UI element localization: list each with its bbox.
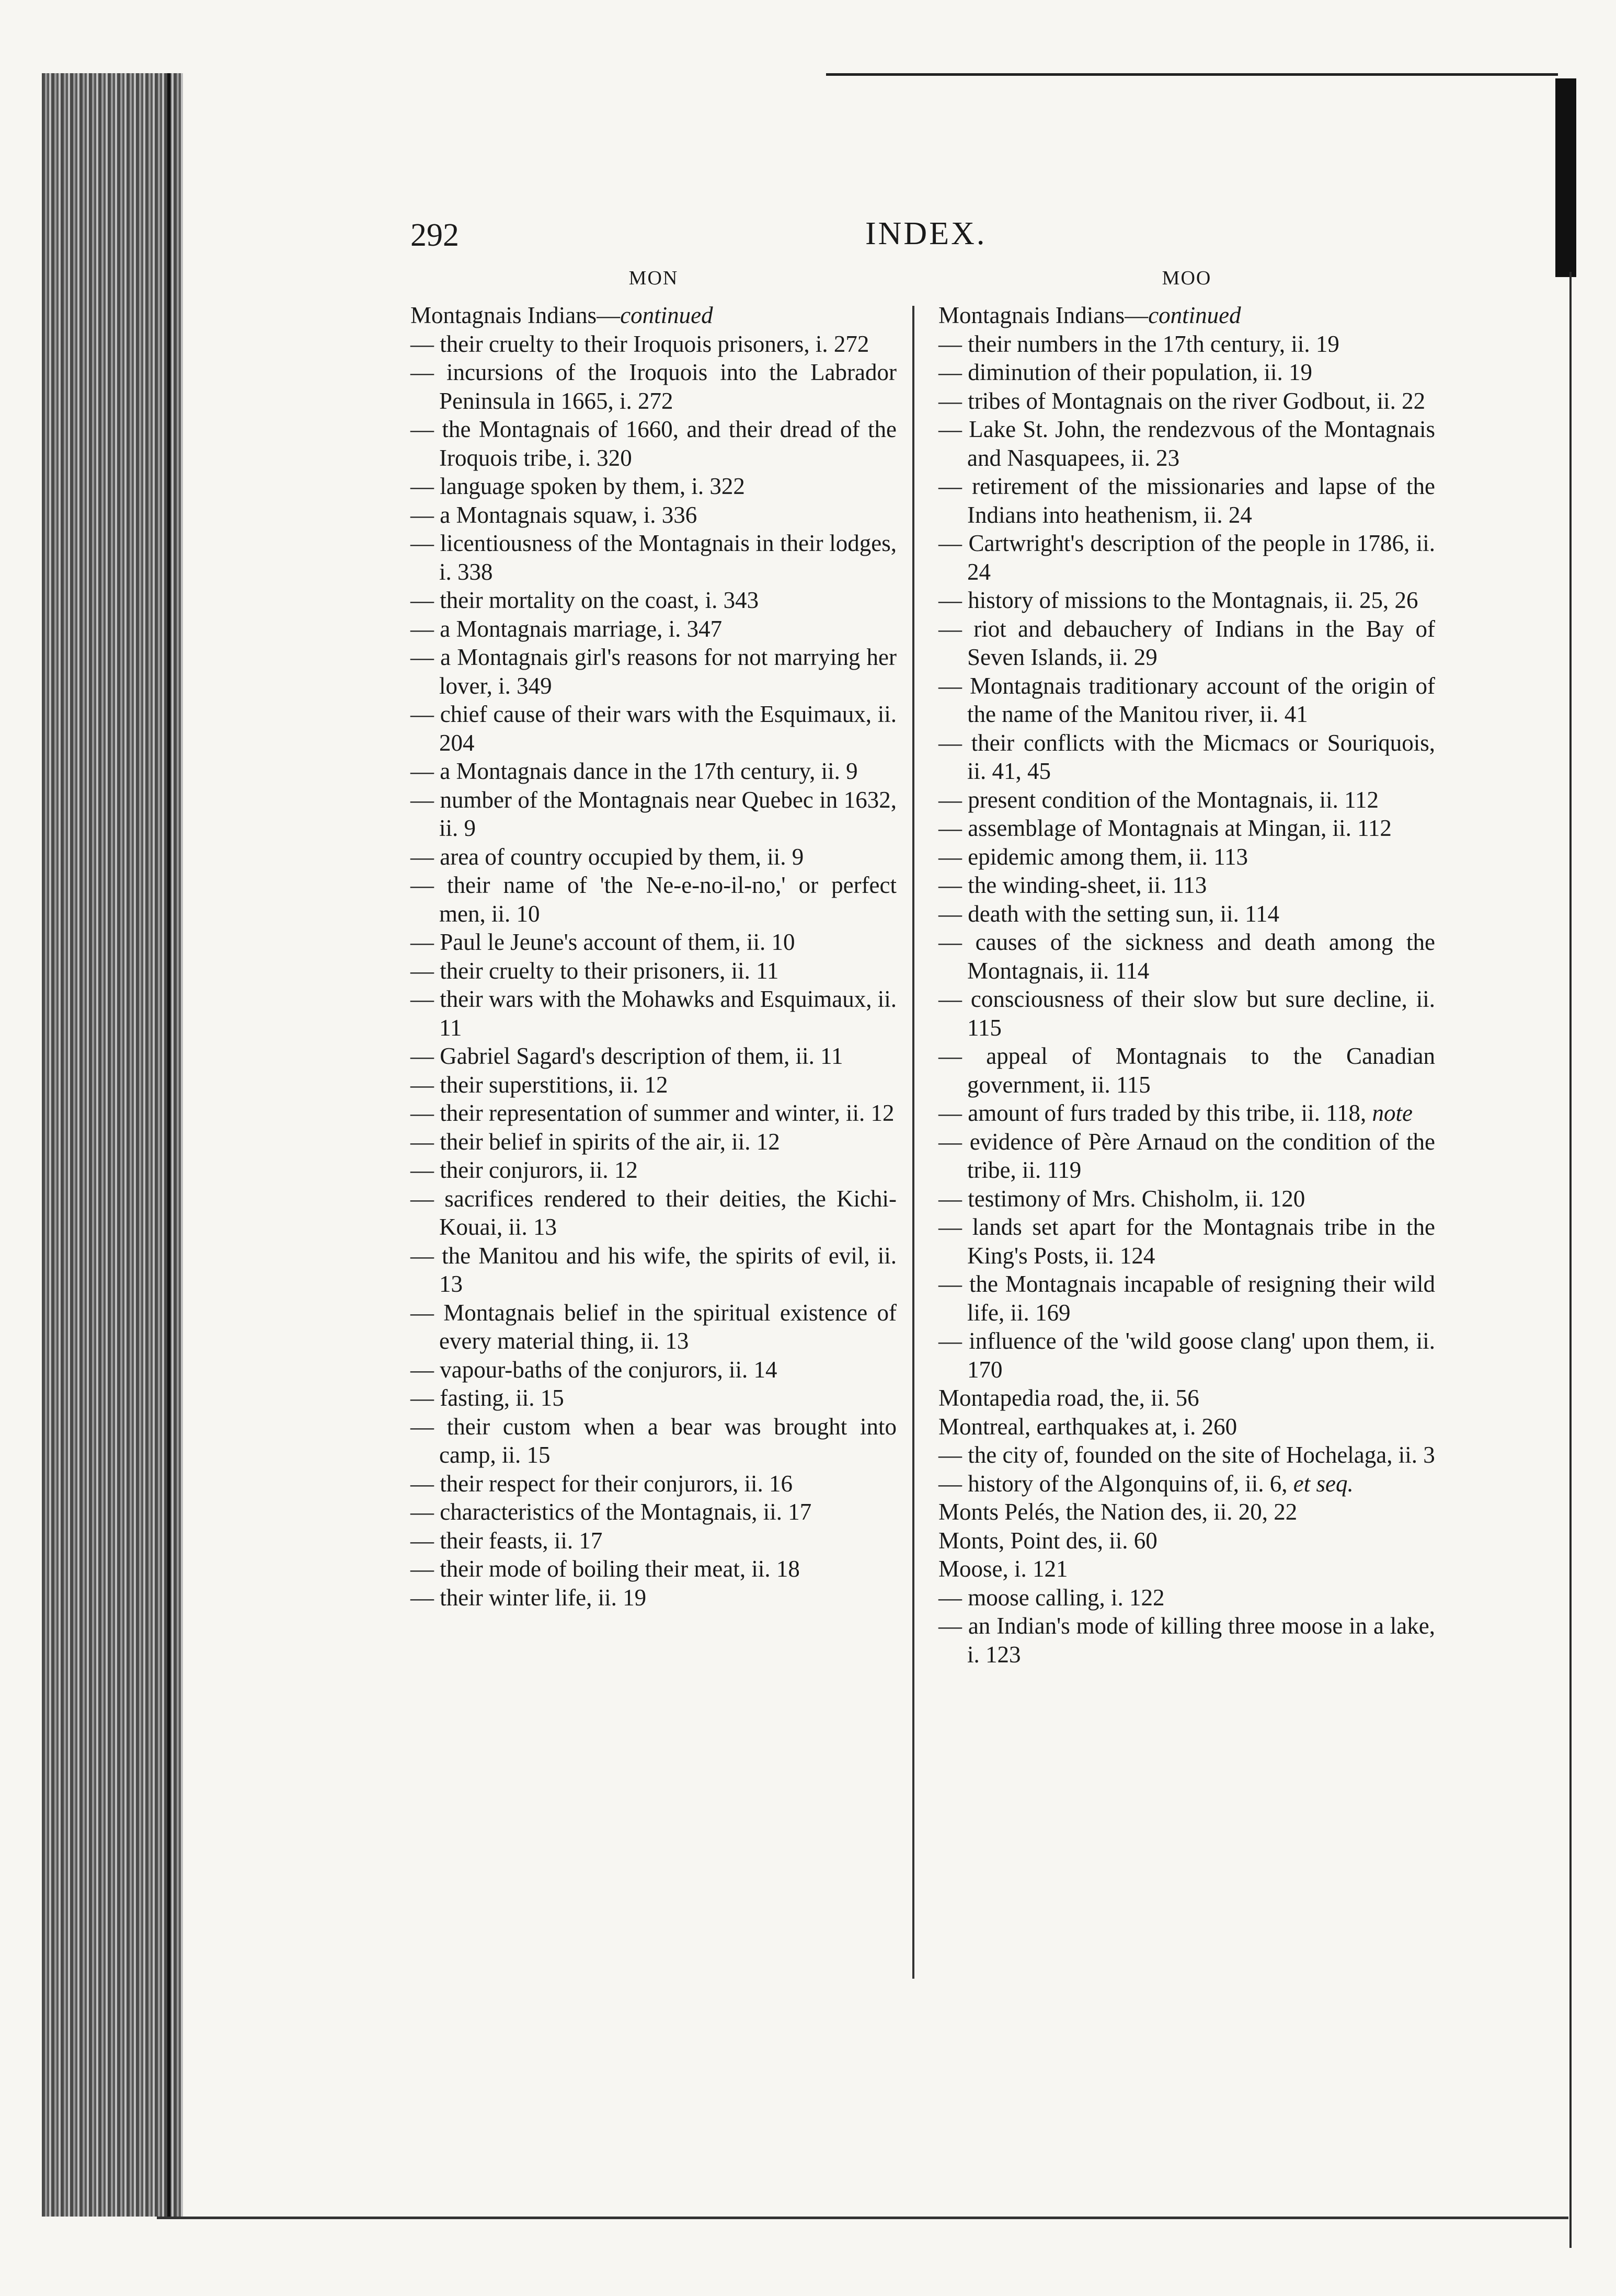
- index-entry: [410, 1498, 897, 1526]
- index-entry: [410, 1242, 897, 1299]
- entry-text: — their feasts, ii. 17: [410, 1527, 603, 1554]
- entry-text: — their custom when a bear was brought into camp, ii. 15: [410, 1413, 897, 1468]
- scan-right-edge-line: [1569, 272, 1572, 2248]
- entry-text: Montagnais Indians—: [410, 302, 621, 328]
- entry-text: — Lake St. John, the rendezvous of the Montagnais and Nasquapees, ii. 23: [938, 416, 1435, 471]
- entry-text: — their name of 'the Ne-e-no-il-no,' or perfect men, ii. 10: [410, 872, 897, 927]
- index-column-left: [410, 267, 897, 1612]
- index-entry: [938, 1270, 1435, 1327]
- index-entry: [938, 1185, 1435, 1213]
- entry-text: — appeal of Montagnais to the Canadian government, ii. 115: [938, 1043, 1435, 1098]
- entry-text: — their numbers in the 17th century, ii. 19: [938, 330, 1339, 357]
- index-entry: [938, 843, 1435, 871]
- entry-text: — causes of the sickness and death among the Montagnais, ii. 114: [938, 929, 1435, 984]
- entry-list: [410, 301, 897, 1612]
- index-entry: [410, 1470, 897, 1498]
- entry-text: — retirement of the missionaries and lapse of the Indians into heathenism, ii. 24: [938, 473, 1435, 528]
- entry-text: — history of missions to the Montagnais, ii. 25, 26: [938, 587, 1418, 613]
- entry-text: — vapour-baths of the conjurors, ii. 14: [410, 1356, 777, 1383]
- index-entry: [938, 985, 1435, 1042]
- index-entry: [938, 387, 1435, 416]
- entry-text: — characteristics of the Montagnais, ii. 17: [410, 1499, 812, 1525]
- index-entry: [938, 786, 1435, 814]
- entry-text: — their belief in spirits of the air, ii. 12: [410, 1128, 780, 1155]
- entry-text: — sacrifices rendered to their deities, the Kichi-Kouai, ii. 13: [410, 1185, 897, 1240]
- column-heading: MOO: [1162, 267, 1212, 289]
- index-entry: [938, 1413, 1435, 1441]
- entry-text: Monts, Point des, ii. 60: [938, 1527, 1157, 1554]
- index-entry: [938, 1612, 1435, 1669]
- index-entry: [938, 1498, 1435, 1526]
- entry-text: — area of country occupied by them, ii. 9: [410, 843, 804, 870]
- entry-text: — diminution of their population, ii. 19: [938, 359, 1312, 385]
- index-entry: [410, 586, 897, 615]
- index-entry: [410, 358, 897, 415]
- index-entry: [938, 1213, 1435, 1270]
- index-entry: [410, 1356, 897, 1384]
- entry-text: — testimony of Mrs. Chisholm, ii. 120: [938, 1185, 1305, 1212]
- column-heading: MON: [628, 267, 679, 289]
- entry-italic: continued: [1148, 302, 1241, 328]
- entry-text: Montreal, earthquakes at, i. 260: [938, 1413, 1237, 1440]
- index-entry: [410, 472, 897, 501]
- entry-text: Moose, i. 121: [938, 1556, 1068, 1582]
- entry-italic: note: [1372, 1100, 1413, 1126]
- entry-text: — Cartwright's description of the people in 1786, ii. 24: [938, 530, 1435, 585]
- index-entry: [410, 1555, 897, 1583]
- entry-list: [938, 301, 1435, 1669]
- index-entry: [938, 1470, 1435, 1498]
- index-entry: [410, 1384, 897, 1413]
- entry-italic: continued: [620, 302, 713, 328]
- entry-text: — their wars with the Mohawks and Esquimaux, ii. 11: [410, 986, 897, 1041]
- index-entry: [410, 501, 897, 530]
- index-entry: [938, 814, 1435, 843]
- page-title: INDEX.: [865, 216, 987, 251]
- index-entry: [410, 615, 897, 644]
- entry-text: — the Montagnais incapable of resigning their wild life, ii. 169: [938, 1271, 1435, 1326]
- index-entry: [938, 1384, 1435, 1413]
- index-entry: [410, 1299, 897, 1356]
- index-entry: [410, 1185, 897, 1242]
- entry-text: Monts Pelés, the Nation des, ii. 20, 22: [938, 1499, 1298, 1525]
- entry-text: — their conflicts with the Micmacs or Souriquois, ii. 41, 45: [938, 729, 1435, 784]
- entry-text: — epidemic among them, ii. 113: [938, 843, 1248, 870]
- entry-text: — present condition of the Montagnais, ii. 112: [938, 786, 1379, 813]
- entry-text: — their representation of summer and winter, ii. 12: [410, 1100, 895, 1126]
- entry-text: — death with the setting sun, ii. 114: [938, 900, 1280, 927]
- index-entry: [410, 1156, 897, 1185]
- index-entry: [938, 472, 1435, 529]
- entry-text: — moose calling, i. 122: [938, 1584, 1165, 1611]
- index-entry: [410, 700, 897, 757]
- entry-text: — a Montagnais marriage, i. 347: [410, 615, 723, 642]
- index-entry: [938, 615, 1435, 672]
- entry-text: Montapedia road, the, ii. 56: [938, 1385, 1199, 1411]
- index-entry: [938, 672, 1435, 729]
- scan-page-edge: [167, 73, 170, 2217]
- index-entry: [938, 1128, 1435, 1185]
- entry-text: — their mortality on the coast, i. 343: [410, 587, 759, 613]
- index-entry: [938, 586, 1435, 615]
- index-entry: [938, 1441, 1435, 1470]
- entry-text: — incursions of the Iroquois into the Labrador Peninsula in 1665, i. 272: [410, 359, 897, 414]
- index-entry: [410, 985, 897, 1042]
- entry-text: — their respect for their conjurors, ii. 16: [410, 1470, 793, 1497]
- entry-text: — Gabriel Sagard's description of them, ii. 11: [410, 1043, 843, 1069]
- entry-text: — evidence of Père Arnaud on the condition of the tribe, ii. 119: [938, 1128, 1435, 1183]
- entry-text: — fasting, ii. 15: [410, 1385, 564, 1411]
- entry-text: — number of the Montagnais near Quebec in 1632, ii. 9: [410, 786, 897, 841]
- scan-top-edge-line: [826, 73, 1558, 76]
- entry-text: — their mode of boiling their meat, ii. 18: [410, 1556, 800, 1582]
- index-entry: [410, 643, 897, 700]
- entry-text: — Paul le Jeune's account of them, ii. 10: [410, 929, 795, 955]
- index-entry: [938, 330, 1435, 359]
- entry-text: — chief cause of their wars with the Esquimaux, ii. 204: [410, 701, 897, 756]
- index-entry: [938, 1099, 1435, 1128]
- entry-text: — history of the Algonquins of, ii. 6,: [938, 1470, 1293, 1497]
- entry-text: — Montagnais traditionary account of the origin of the name of the Manitou river, ii. 41: [938, 672, 1435, 727]
- index-entry: [938, 529, 1435, 586]
- index-entry: [410, 330, 897, 359]
- index-entry: [410, 1099, 897, 1128]
- entry-text: — Montagnais belief in the spiritual existence of every material thing, ii. 13: [410, 1299, 897, 1354]
- index-entry: [410, 757, 897, 786]
- index-entry: [938, 1555, 1435, 1583]
- index-entry: [410, 871, 897, 928]
- index-entry: [938, 729, 1435, 786]
- entry-text: — their cruelty to their Iroquois prisoners, i. 272: [410, 330, 869, 357]
- index-entry: [410, 301, 897, 330]
- index-entry: [938, 415, 1435, 472]
- index-entry: [410, 1042, 897, 1071]
- entry-text: — riot and debauchery of Indians in the Bay of Seven Islands, ii. 29: [938, 615, 1435, 670]
- index-entry: [410, 529, 897, 586]
- index-entry: [938, 1327, 1435, 1384]
- page-number: 292: [410, 217, 459, 253]
- entry-text: — the Manitou and his wife, the spirits of evil, ii. 13: [410, 1242, 897, 1297]
- entry-text: — a Montagnais girl's reasons for not marrying her lover, i. 349: [410, 644, 897, 699]
- index-entry: [410, 1413, 897, 1470]
- index-entry: [938, 358, 1435, 387]
- index-entry: [410, 1128, 897, 1156]
- entry-text: — their winter life, ii. 19: [410, 1584, 647, 1611]
- index-entry: [410, 928, 897, 957]
- entry-text: — their cruelty to their prisoners, ii. 11: [410, 957, 779, 984]
- entry-text: — a Montagnais dance in the 17th century, ii. 9: [410, 758, 858, 784]
- index-entry: [938, 1526, 1435, 1555]
- index-entry: [410, 415, 897, 472]
- index-entry: [410, 957, 897, 985]
- scan-right-edge-mark: [1555, 78, 1576, 277]
- index-entry: [938, 871, 1435, 900]
- scan-binding-shadow: [42, 73, 183, 2217]
- index-entry: [410, 1583, 897, 1612]
- entry-text: — the winding-sheet, ii. 113: [938, 872, 1207, 898]
- index-entry: [938, 900, 1435, 928]
- index-entry: [410, 843, 897, 871]
- index-column-right: [938, 267, 1435, 1669]
- column-divider: [912, 306, 914, 1979]
- index-entry: [410, 1526, 897, 1555]
- entry-text: — the city of, founded on the site of Hochelaga, ii. 3: [938, 1442, 1435, 1468]
- index-entry: [410, 1071, 897, 1099]
- entry-text: — licentiousness of the Montagnais in their lodges, i. 338: [410, 530, 897, 585]
- entry-text: — their conjurors, ii. 12: [410, 1157, 638, 1183]
- entry-text: — tribes of Montagnais on the river Godbout, ii. 22: [938, 387, 1426, 414]
- entry-text: — amount of furs traded by this tribe, ii. 118,: [938, 1100, 1372, 1126]
- entry-text: — language spoken by them, i. 322: [410, 473, 745, 499]
- entry-text: — consciousness of their slow but sure decline, ii. 115: [938, 986, 1435, 1041]
- entry-text: — lands set apart for the Montagnais tribe in the King's Posts, ii. 124: [938, 1214, 1435, 1269]
- entry-text: — their superstitions, ii. 12: [410, 1071, 668, 1098]
- entry-text: — the Montagnais of 1660, and their dread of the Iroquois tribe, i. 320: [410, 416, 897, 471]
- entry-text: — a Montagnais squaw, i. 336: [410, 501, 697, 528]
- entry-italic: et seq.: [1293, 1470, 1354, 1497]
- entry-text: — influence of the 'wild goose clang' upon them, ii. 170: [938, 1328, 1435, 1383]
- index-entry: [410, 786, 897, 843]
- index-entry: [938, 1042, 1435, 1099]
- index-entry: [938, 1583, 1435, 1612]
- entry-text: — an Indian's mode of killing three moose in a lake, i. 123: [938, 1613, 1435, 1668]
- entry-text: — assemblage of Montagnais at Mingan, ii. 112: [938, 815, 1392, 841]
- scan-bottom-edge-line: [157, 2217, 1568, 2219]
- index-entry: [938, 928, 1435, 985]
- index-entry: [938, 301, 1435, 330]
- entry-text: Montagnais Indians—: [938, 302, 1149, 328]
